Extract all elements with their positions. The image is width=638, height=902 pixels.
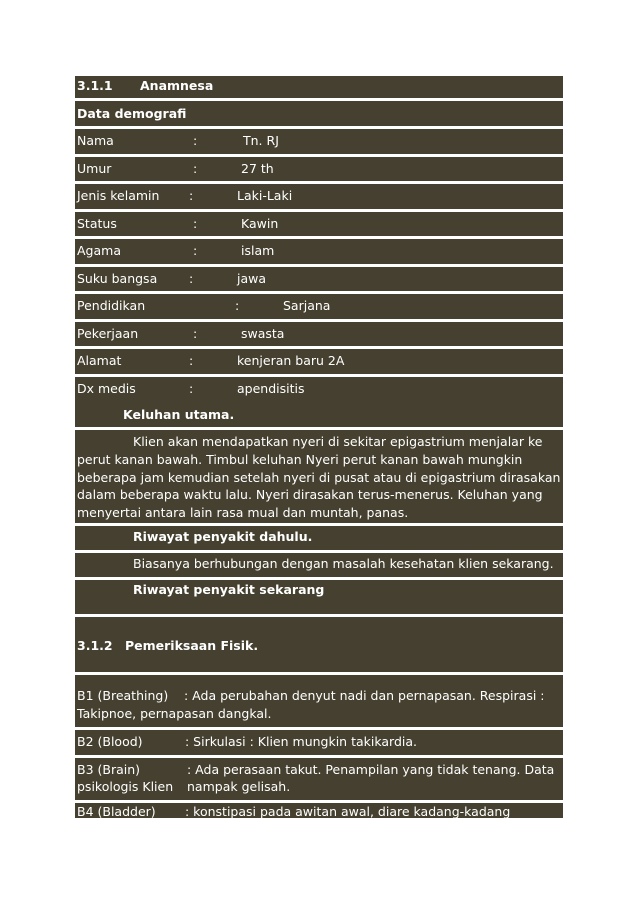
b3-text-continued: nampak gelisah. [187, 779, 291, 794]
b2-label: B2 (Blood) [77, 734, 143, 749]
colon: : [193, 216, 198, 231]
row-separator [75, 427, 563, 430]
row-separator [75, 577, 563, 580]
demografi-value: Tn. RJ [243, 133, 279, 148]
row-separator [75, 755, 563, 758]
section-number: 3.1.1 [77, 78, 113, 93]
demografi-value: jawa [237, 271, 267, 286]
colon: : [189, 381, 194, 396]
demografi-label: Suku bangsa [77, 271, 158, 286]
row-separator [75, 550, 563, 553]
b3-text: : Ada perasaan takut. Penampilan yang tidak tenang. Data [187, 762, 555, 777]
row-separator [75, 727, 563, 730]
riwayat-dahulu-title: Riwayat penyakit dahulu. [133, 529, 313, 544]
section-number: 3.1.2 [77, 638, 113, 653]
colon: : [193, 326, 198, 341]
section-title: Anamnesa [140, 78, 214, 93]
row-separator [75, 523, 563, 526]
demografi-label: Agama [77, 243, 121, 258]
colon: : [189, 353, 194, 368]
demografi-value: kenjeran baru 2A [237, 353, 345, 368]
demografi-label: Dx medis [77, 381, 136, 396]
keluhan-title: Keluhan utama. [123, 407, 235, 422]
demografi-value: Kawin [241, 216, 279, 231]
b4-text: : konstipasi pada awitan awal, diare kadang-kadang [185, 804, 511, 819]
demografi-label: Alamat [77, 353, 122, 368]
demografi-value: Sarjana [283, 298, 331, 313]
row-separator [75, 672, 563, 675]
riwayat-dahulu-text: Biasanya berhubungan dengan masalah kesehatan klien sekarang. [133, 556, 554, 571]
b3-label-continued: psikologis Klien [77, 779, 174, 794]
row-separator [75, 800, 563, 803]
demografi-value: swasta [241, 326, 285, 341]
b3-label: B3 (Brain) [77, 762, 141, 777]
demografi-label: Pendidikan [77, 298, 146, 313]
colon: : [235, 298, 240, 313]
row-separator [75, 98, 563, 101]
row-separator [75, 126, 563, 129]
colon: : [189, 271, 194, 286]
colon: : [193, 243, 198, 258]
keluhan-text: Klien akan mendapatkan nyeri di sekitar epigastrium menjalar ke perut kanan bawah. Timbul keluhan Nyeri perut kanan bawah mungkin beberapa jam kemudian setelah nyeri di pusat atau di epigastrium dirasakan dalam beberapa waktu lalu. Nyeri dirasakan terus-menerus. Keluhan yang menyertai antara lain rasa mual dan muntah, panas. [77, 434, 561, 521]
demografi-value: apendisitis [237, 381, 305, 396]
row-separator [75, 319, 563, 322]
demografi-label: Pekerjaan [77, 326, 139, 341]
b1-label: B1 (Breathing) [77, 688, 169, 703]
b4-label: B4 (Bladder) [77, 804, 156, 819]
demografi-label: Jenis kelamin [77, 188, 160, 203]
row-separator [75, 236, 563, 239]
b2-text: : Sirkulasi : Klien mungkin takikardia. [185, 734, 417, 749]
document-block [75, 76, 563, 818]
demografi-title: Data demografi [77, 106, 187, 121]
row-separator [75, 264, 563, 267]
row-separator [75, 181, 563, 184]
colon: : [193, 133, 198, 148]
section-title: Pemeriksaan Fisik. [125, 638, 259, 653]
colon: : [193, 161, 198, 176]
demografi-label: Umur [77, 161, 112, 176]
keluhan-paragraph [77, 433, 561, 522]
row-separator [75, 209, 563, 212]
demografi-label: Nama [77, 133, 114, 148]
b1-text: : Ada perubahan denyut nadi dan pernapasan. Respirasi : [184, 688, 545, 703]
demografi-value: Laki-Laki [237, 188, 293, 203]
riwayat-sekarang-title: Riwayat penyakit sekarang [133, 582, 325, 597]
row-separator [75, 346, 563, 349]
row-separator [75, 291, 563, 294]
demografi-label: Status [77, 216, 117, 231]
colon: : [189, 188, 194, 203]
demografi-value: 27 th [241, 161, 274, 176]
row-separator [75, 374, 563, 377]
b1-text-continued: Takipnoe, pernapasan dangkal. [77, 706, 272, 721]
demografi-value: islam [241, 243, 275, 258]
row-separator [75, 614, 563, 617]
row-separator [75, 154, 563, 157]
